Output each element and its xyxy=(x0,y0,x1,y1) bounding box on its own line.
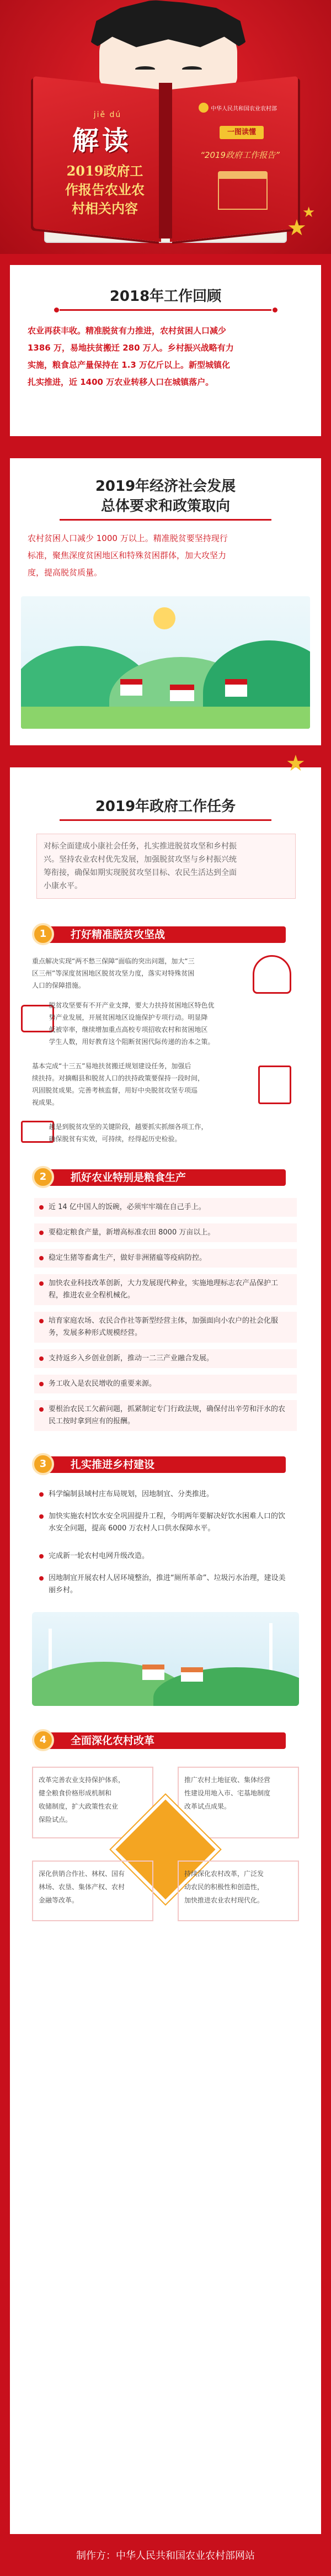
deco-star-icon: ★ xyxy=(302,204,316,221)
sec3-item xyxy=(34,1547,297,1566)
goals-paragraph xyxy=(28,530,303,581)
landscape-illustration xyxy=(21,596,310,729)
sec1-line: 学生人数，用好教育这个阻断贫困代际传递的治本之策。 xyxy=(32,1038,215,1046)
review-line: 1386 万，易地扶贫搬迁 280 万人。乡村振兴战略有力 xyxy=(28,343,234,353)
bullet-dot xyxy=(39,1576,44,1581)
section-1-header xyxy=(10,922,321,946)
section-title: 抓好农业特别是粮食生产 xyxy=(71,1172,186,1184)
title-underline-dot xyxy=(54,308,59,312)
section-4-header xyxy=(10,1728,321,1752)
section-number-badge: 4 xyxy=(32,1729,54,1751)
reform-line: 深化供销合作社、林权、国有 xyxy=(39,1870,125,1878)
sec1-line: 基本完成“十三五”易地扶贫搬迁规划建设任务，加强后 xyxy=(32,1062,191,1070)
section-number-badge: 2 xyxy=(32,1166,54,1188)
reform-box xyxy=(32,1861,153,1921)
goals-title-line-2: 总体要求和政策取向 xyxy=(100,498,230,515)
sec1-block-4 xyxy=(32,1121,302,1145)
house-icon xyxy=(225,679,247,697)
hill-shape xyxy=(153,1667,299,1706)
reform-line: 改革完善农业支持保护体系， xyxy=(39,1776,125,1784)
sec1-block-3 xyxy=(32,1060,242,1109)
review-line: 实施，粮食总产量保持在 1.3 万亿斤以上。新型城镇化 xyxy=(28,360,231,370)
section-title: 打好精准脱贫攻坚战 xyxy=(71,929,166,941)
sec3-item-text: 加快实施农村饮水安全巩固提升工程，今明两年要解决好饮水困难人口的饮水安全问题，提高 6000 万农村人口供水保障水平。 xyxy=(49,1512,286,1533)
reform-line: 动农民的积极性和创造性， xyxy=(184,1883,264,1891)
ministry-name: 中华人民共和国农业农村部 xyxy=(211,106,277,112)
bullet-dot xyxy=(39,1514,44,1519)
bullet-dot xyxy=(39,1492,44,1497)
sec3-item-text: 科学编制县域村庄布局规划，因地制宜、分类推进。 xyxy=(49,1490,214,1498)
bullet-dot xyxy=(39,1554,44,1559)
footer-credit: 制作方：中华人民共和国农业农村部网站 xyxy=(76,2550,255,2562)
sec1-line: 区三州”等深度贫困地区脱贫攻坚力度，落实对特殊贫困 xyxy=(32,969,195,977)
windmill-icon xyxy=(258,1066,291,1104)
goals-title-line-1: 2019年经济社会发展 xyxy=(95,478,236,495)
windmill-icon xyxy=(49,1629,52,1673)
bullet-dot xyxy=(39,1231,44,1235)
tasks-title: 2019年政府工作任务 xyxy=(95,798,236,815)
deco-star-icon: ★ xyxy=(286,751,306,776)
reform-line: 健全粮食价格形成机制和 xyxy=(39,1789,112,1797)
sec1-line: 低被宰率，继续增加重点高校专项招收农村和贫困地区 xyxy=(32,1026,208,1033)
sec2-item-text: 加快农业科技改革创新，大力发展现代种业，实施地理标志农产品保护工程，推进农业全程机械化。 xyxy=(49,1279,279,1300)
goals-line: 农村贫困人口减少 1000 万以上。精准脱贫要坚持现行 xyxy=(28,533,228,543)
sec1-block-2 xyxy=(32,999,302,1048)
tasks-intro xyxy=(36,834,296,899)
goals-line: 标准，聚焦深度贫困地区和特殊贫困群体，加大攻坚力 xyxy=(28,550,227,560)
emblem-icon xyxy=(199,103,209,113)
sun-icon xyxy=(153,607,175,629)
review-line: 扎实推进，近 1400 万农业转移人口在城镇落户。 xyxy=(28,377,214,387)
bullet-dot xyxy=(39,1281,44,1286)
sec2-item-text: 务工收入是农民增收的重要来源。 xyxy=(49,1380,157,1388)
sec2-item-text: 近 14 亿中国人的饭碗，必须牢牢端在自己手上。 xyxy=(49,1203,206,1211)
yitu-badge: 一图读懂 xyxy=(220,126,264,139)
sec2-item xyxy=(34,1274,297,1305)
tasks-intro-line: 筹衔接，确保如期实现脱贫攻坚目标、农民生活达到全面 xyxy=(44,868,237,877)
section-3-header xyxy=(10,1452,321,1476)
tasks-intro-line: 小康水平。 xyxy=(44,882,82,891)
bullet-dot xyxy=(39,1256,44,1260)
sec3-item-text: 因地制宜开展农村人居环境整治，推进“厕所革命”、垃圾污水治理，建设美丽乡村。 xyxy=(49,1574,286,1594)
sec1-line: 重点解决实现“两不愁三保障”面临的突出问题，加大“三 xyxy=(32,957,195,965)
section-number-badge: 3 xyxy=(32,1453,54,1475)
sec2-item-text: 培育家庭农场、农民合作社等新型经营主体，加强面向小农户的社会化服务，发展多种形式规模经营。 xyxy=(49,1317,279,1337)
sec2-item xyxy=(34,1349,297,1368)
farmer-icon xyxy=(253,955,291,994)
tasks-card xyxy=(10,751,321,2534)
bullet-dot xyxy=(39,1407,44,1412)
pinyin-text: jiě dú xyxy=(93,110,122,119)
section-title: 全面深化农村改革 xyxy=(71,1735,155,1747)
tasks-intro-line: 对标全面建成小康社会任务，扎实推进脱贫攻坚和乡村振 xyxy=(44,842,237,851)
title-underline-dot xyxy=(273,308,277,312)
reform-line: 加快推进农业农村现代化。 xyxy=(184,1896,264,1904)
bullet-dot xyxy=(39,1319,44,1323)
section-2-header xyxy=(10,1165,321,1189)
deco-star-icon: ★ xyxy=(287,215,307,241)
report-title: “2019政府工作报告” xyxy=(200,150,280,160)
book-spine xyxy=(159,83,172,238)
bullet-dot xyxy=(39,1205,44,1210)
sec2-item xyxy=(34,1375,297,1393)
bullet-dot xyxy=(39,1356,44,1361)
cover-title-line-2: 作报告农业农 xyxy=(65,182,145,198)
sec1-line: 视成果。 xyxy=(32,1099,59,1106)
review-paragraph xyxy=(28,322,303,391)
sec2-item-text: 稳定生猪等畜禽生产，做好非洲猪瘟等疫病防控。 xyxy=(49,1254,207,1262)
goals-line: 度，提高脱贫质量。 xyxy=(28,568,103,577)
sec2-item-text: 支持返乡入乡创业创新，推动一二三产业融合发展。 xyxy=(49,1354,214,1363)
reform-line: 改革试点成果。 xyxy=(184,1803,231,1810)
reform-line: 持续深化农村改革，广泛发 xyxy=(184,1870,264,1878)
reform-line: 收储制度，扩大政策性农业 xyxy=(39,1803,119,1810)
sec3-item xyxy=(34,1569,297,1600)
sec3-item xyxy=(34,1485,297,1504)
village-illustration xyxy=(32,1612,299,1706)
title-underline xyxy=(60,309,271,311)
sec3-item-text: 完成新一轮农村电网升级改造。 xyxy=(49,1552,150,1560)
cartoon-eye-right xyxy=(182,66,202,72)
house-icon xyxy=(120,679,142,696)
sec1-line: 续扶持。对摘帽县和脱贫人口的扶持政策要保持一段时间， xyxy=(32,1074,205,1082)
cover-title-line-1: 2019政府工 xyxy=(66,163,143,179)
section-number-badge: 1 xyxy=(32,923,54,945)
title-underline xyxy=(60,819,271,821)
header-area xyxy=(0,0,331,254)
sec2-item xyxy=(34,1400,297,1431)
tasks-intro-line: 兴。坚持农业农村优先发展，加强脱贫攻坚与乡村振兴统 xyxy=(44,855,237,864)
bullet-dot xyxy=(39,1382,44,1386)
building-icon xyxy=(218,171,268,210)
reform-line: 林场、农垦、集体产权、农村 xyxy=(39,1883,125,1891)
sec2-item xyxy=(34,1198,297,1217)
reform-line: 推广农村土地征收、集体经营 xyxy=(184,1776,271,1784)
house-icon xyxy=(170,685,194,701)
field-strip xyxy=(21,707,310,729)
review-card xyxy=(10,265,321,436)
cartoon-eye-left xyxy=(135,66,155,72)
sec2-item-text: 要稳定粮食产量，新增高标准农田 8000 万亩以上。 xyxy=(49,1228,215,1237)
book-left-cover xyxy=(33,76,161,242)
sec1-line: 越是到脱贫攻坚的关键阶段，越要抓实抓细各项工作， xyxy=(32,1123,208,1131)
sec1-line: 脱贫攻坚要有不开产业支撑，要大力扶持贫困地区特色优 xyxy=(32,1001,215,1009)
review-title: 2018年工作回顾 xyxy=(109,288,222,305)
section-title: 扎实推进乡村建设 xyxy=(71,1459,155,1471)
sec3-item xyxy=(34,1507,297,1538)
reform-box xyxy=(178,1861,299,1921)
book xyxy=(33,83,298,243)
sec1-line: 确保脱贫有实效，可持续，经得起历史检验。 xyxy=(32,1135,181,1143)
house-icon xyxy=(142,1665,164,1680)
reform-line: 性建设用地入市、宅基地制度 xyxy=(184,1789,271,1797)
jiedu-title: 解读 xyxy=(72,125,132,156)
sec2-item-text: 要根治农民工欠薪问题，抓紧制定专门行政法规，确保付出辛劳和汗水的农民工按时拿到应有的报酬。 xyxy=(49,1405,286,1425)
house-icon xyxy=(181,1667,203,1682)
cover-title-line-3: 村相关内容 xyxy=(72,200,138,216)
sec2-item xyxy=(34,1249,297,1268)
sec2-item xyxy=(34,1223,297,1242)
reform-line: 保险试点。 xyxy=(39,1816,72,1824)
title-underline xyxy=(60,519,271,521)
sec1-line: 人口的保障措施。 xyxy=(32,982,86,989)
sec1-block-1 xyxy=(32,955,236,992)
goals-card xyxy=(10,458,321,745)
sec1-line: 巩固脱贫成果。完善考核监督，用好中央脱贫攻坚专项巡 xyxy=(32,1086,198,1094)
review-line: 农业再获丰收。精准脱贫有力推进，农村贫困人口减少 xyxy=(28,326,227,336)
sec2-item xyxy=(34,1312,297,1343)
sec1-line: 势产业发展，开展贫困地区设施保护专项行动。明显降 xyxy=(32,1014,208,1021)
reform-line: 金融等改革。 xyxy=(39,1896,79,1904)
windmill-icon xyxy=(269,1623,273,1673)
